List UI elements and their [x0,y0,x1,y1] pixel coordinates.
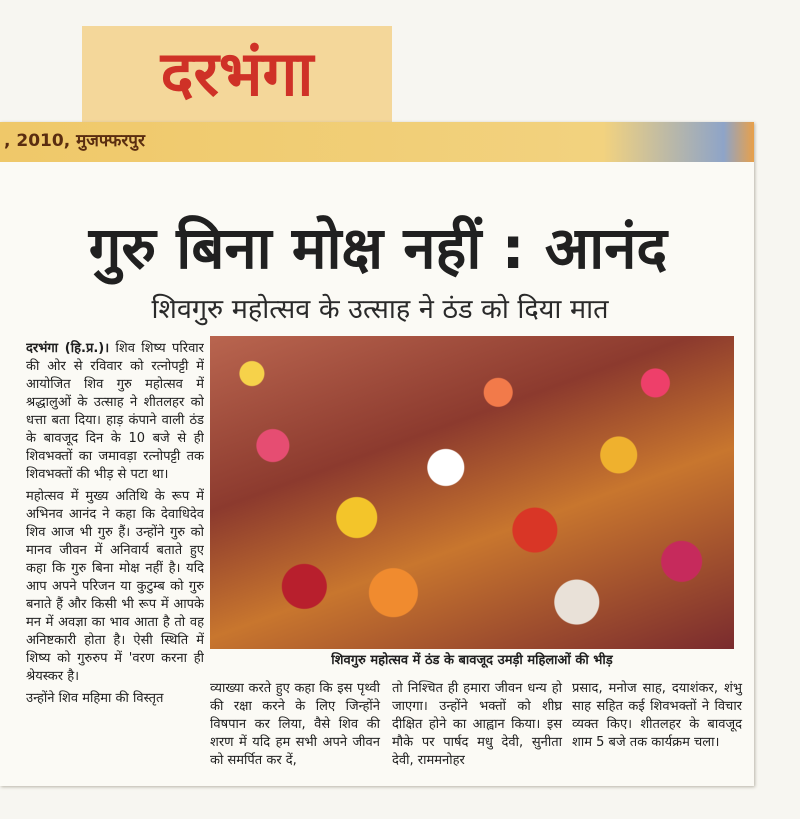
newspaper-clipping [0,122,754,786]
masthead-title: दरभंगा [160,37,314,110]
dateline-band [0,122,754,162]
article-column-2: व्याख्या करते हुए कहा कि इस पृथ्वी की रक्षा करने के लिए जिन्होंने विषपान कर लिया, वैसे शिव की शरण में यदि हम सभी अपने जीवन को समर्पित कर दें, [210,681,380,768]
article-paragraph [26,340,204,484]
article-column-4: प्रसाद, मनोज साह, दयाशंकर, शंभु साह सहित कई शिवभक्तों ने विचार व्यक्त किए। शीतलहर के बावजूद शाम 5 बजे तक कार्यक्रम चला। [572,681,742,750]
article-lead: दरभंगा (हि.प्र.)। [26,341,110,356]
crowd-photo [210,336,734,649]
photo-caption: शिवगुरु महोत्सव में ठंड के बावजूद उमड़ी महिलाओं की भीड़ [331,653,613,668]
article-column-3: तो निश्चित ही हमारा जीवन धन्य हो जाएगा। उन्होंने भक्तों को शीघ्र दीक्षित होने का आह्वान किया। इस मौके पर पार्षद मधु देवी, सुनीता देवी, राममनोहर [392,681,562,768]
article-column-1 [26,340,204,778]
article-paragraph: महोत्सव में मुख्य अतिथि के रूप में अभिनव आनंद ने कहा कि देवाधिदेव शिव आज भी गुरु हैं। उन्होंने गुरु को मानव जीवन में अनिवार्य बताते हुए कहा कि गुरु बिना मोक्ष नहीं है। यदि आप अपने परिजन या कुटुम्ब को गुरु बनाते हैं और किसी भी रूप में आपके मन में अवज्ञा का भाव आता है तो वह अनिष्टकारी होता है। ऐसी स्थिति में शिष्य को गुरुरुप में 'वरण करना ही श्रेयस्कर है। [26,489,204,684]
article-text: शिव शिष्य परिवार की ओर से रविवार को रत्नोपट्टी में आयोजित शिव गुरु महोत्सव में श्रद्धालुओं के उत्साह ने शीतलहर को धत्ता बता दिया। हाड़ कंपाने वाली ठंड के बावजूद दिन के 10 बजे से ही शिवभक्तों का जमावड़ा रत्नोपट्टी तक शिवभक्तों की भीड़ से पटा था। [26,341,204,482]
headline: गुरु बिना मोक्ष नहीं : आनंद [88,214,668,282]
dateline-text: , 2010, मुजफ्फरपुर [4,131,145,151]
article-paragraph: उन्होंने शिव महिमा की विस्तृत [26,691,164,706]
subheadline: शिवगुरु महोत्सव के उत्साह ने ठंड को दिया मात [151,294,609,325]
masthead [82,26,392,124]
